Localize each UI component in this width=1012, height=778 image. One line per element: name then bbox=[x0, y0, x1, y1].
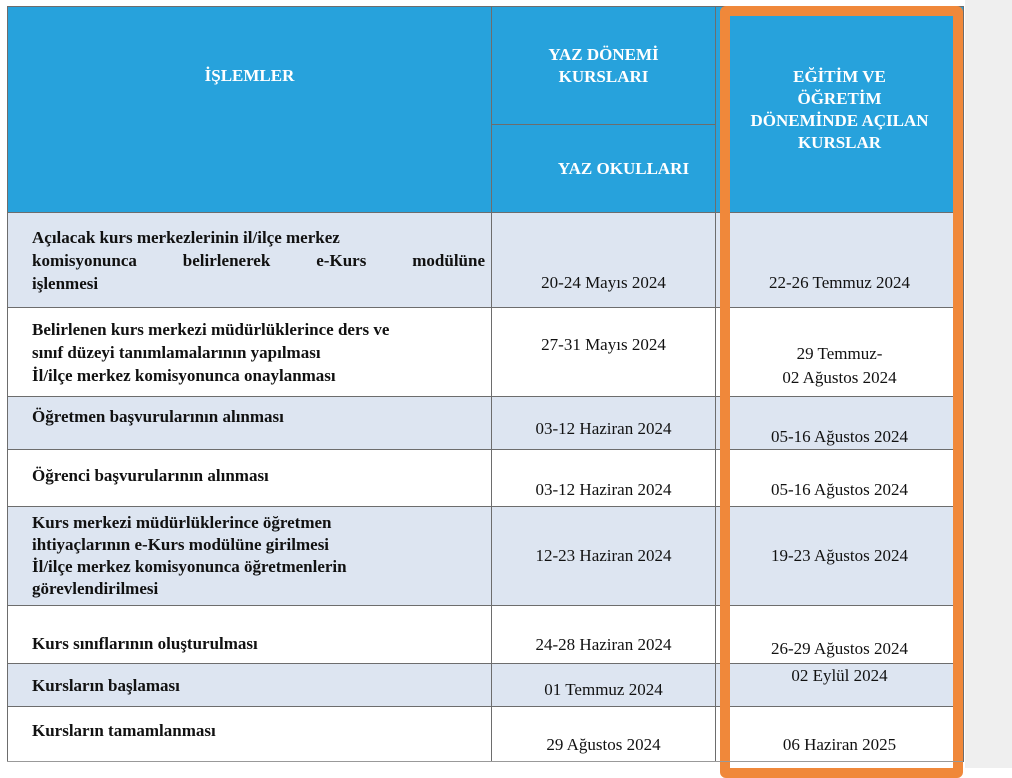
period-date-cell: 05-16 Ağustos 2024 bbox=[716, 397, 964, 450]
table-row bbox=[8, 606, 964, 664]
table-row bbox=[8, 213, 964, 308]
summer-date-cell: 27-31 Mayıs 2024 bbox=[492, 308, 716, 397]
header-operations: İŞLEMLER bbox=[8, 7, 492, 213]
operation-cell: Öğretmen başvurularının alınması bbox=[8, 397, 492, 450]
schedule-table bbox=[7, 6, 964, 762]
header-summer-schools: YAZ OKULLARI bbox=[492, 125, 716, 213]
summer-date-cell: 12-23 Haziran 2024 bbox=[492, 507, 716, 606]
summer-date-cell: 03-12 Haziran 2024 bbox=[492, 450, 716, 507]
operation-cell: Kurs sınıflarının oluşturulması bbox=[8, 606, 492, 664]
operation-cell: Belirlenen kurs merkezi müdürlüklerince ders ve sınıf düzeyi tanımlamalarının yapılması İl/ilçe merkez komisyonunca onaylanması bbox=[8, 308, 492, 397]
summer-date-cell: 20-24 Mayıs 2024 bbox=[492, 213, 716, 308]
summer-date-cell: 01 Temmuz 2024 bbox=[492, 664, 716, 707]
period-date-cell: 22-26 Temmuz 2024 bbox=[716, 213, 964, 308]
period-date-cell: 02 Eylül 2024 bbox=[716, 664, 964, 707]
operation-cell: Kursların tamamlanması bbox=[8, 707, 492, 762]
table-row bbox=[8, 664, 964, 707]
table-row bbox=[8, 308, 964, 397]
operation-cell: Kurs merkezi müdürlüklerince öğretmen ihtiyaçlarının e-Kurs modülüne girilmesi İl/ilçe merkez komisyonunca öğretmenlerin görevlendirilmesi bbox=[8, 507, 492, 606]
operation-cell: Kursların başlaması bbox=[8, 664, 492, 707]
summer-date-cell: 24-28 Haziran 2024 bbox=[492, 606, 716, 664]
table-row bbox=[8, 397, 964, 450]
operation-cell: Açılacak kurs merkezlerinin il/ilçe merkez komisyonunca belirlenerek e-Kurs modülüne işlenmesi bbox=[8, 213, 492, 308]
header-summer-courses: YAZ DÖNEMİ KURSLARI bbox=[492, 7, 716, 125]
header-education-period-courses: EĞİTİM VE ÖĞRETİM DÖNEMİNDE AÇILAN KURSLAR bbox=[716, 7, 964, 213]
divider bbox=[7, 761, 963, 762]
period-date-cell: 26-29 Ağustos 2024 bbox=[716, 606, 964, 664]
table-row bbox=[8, 707, 964, 762]
period-date-cell: 29 Temmuz- 02 Ağustos 2024 bbox=[716, 308, 964, 397]
summer-date-cell: 29 Ağustos 2024 bbox=[492, 707, 716, 762]
header-row bbox=[8, 7, 964, 125]
operation-cell: Öğrenci başvurularının alınması bbox=[8, 450, 492, 507]
period-date-cell: 05-16 Ağustos 2024 bbox=[716, 450, 964, 507]
period-date-cell: 06 Haziran 2025 bbox=[716, 707, 964, 762]
table-row bbox=[8, 450, 964, 507]
period-date-cell: 19-23 Ağustos 2024 bbox=[716, 507, 964, 606]
table-row bbox=[8, 507, 964, 606]
page-margin bbox=[965, 0, 1012, 768]
summer-date-cell: 03-12 Haziran 2024 bbox=[492, 397, 716, 450]
